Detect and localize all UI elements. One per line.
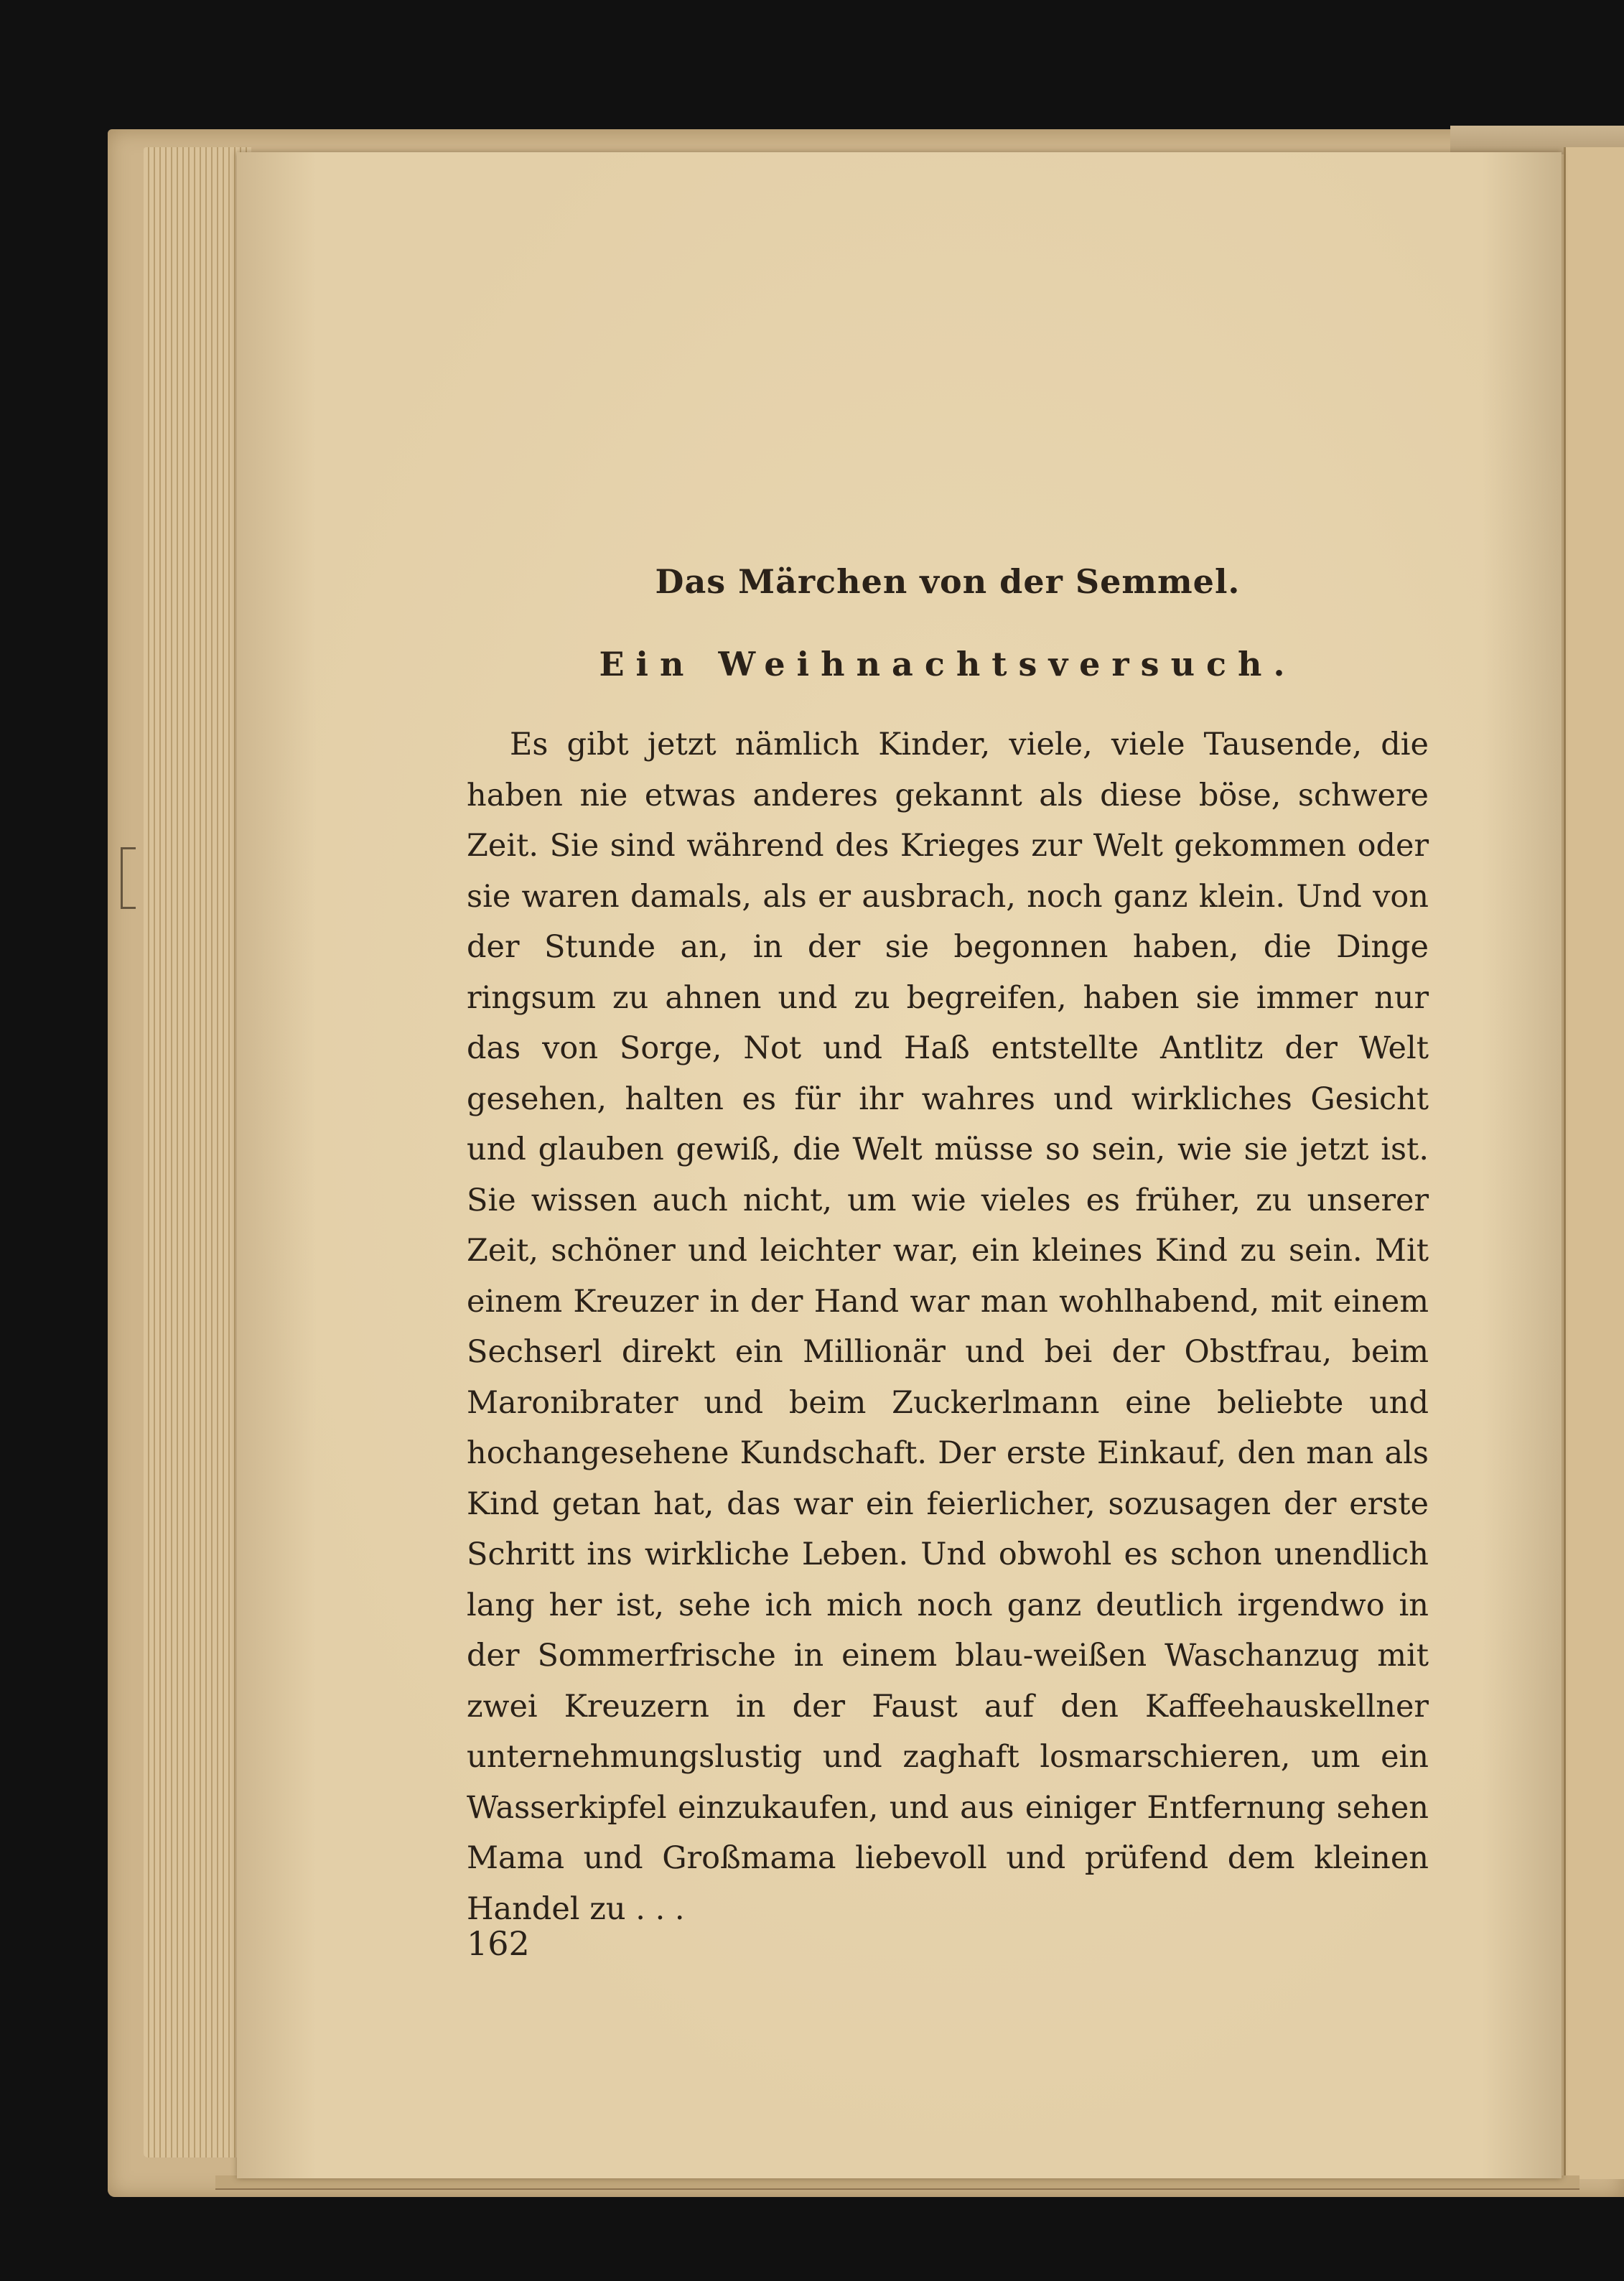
page-edges <box>144 147 251 2158</box>
page-content <box>467 553 1429 1934</box>
margin-mark <box>121 847 136 909</box>
page-number: 162 <box>467 1924 530 1963</box>
chapter-subtitle: Ein Weihnachtsversuch. <box>599 645 1297 684</box>
chapter-title: Das Märchen von der Semmel. <box>655 562 1241 601</box>
body-paragraph: Es gibt jetzt nämlich Kinder, viele, viele Tausende, die haben nie etwas anderes gekannt als diese böse, schwere Zeit. Sie sind während des Krieges zur Welt gekommen oder sie waren damals, als er ausbrach, noch ganz klein. Und von der Stunde an, in der sie begonnen haben, die Dinge ringsum zu ahnen und zu begreifen, haben sie immer nur das von Sorge, Not und Haß entstellte Antlitz der Welt gesehen, halten es für ihr wahres und wirkliches Gesicht und glauben gewiß, die Welt müsse so sein, wie sie jetzt ist. Sie wissen auch nicht, um wie vieles es früher, zu unserer Zeit, schöner und leichter war, ein kleines Kind zu sein. Mit einem Kreuzer in der Hand war man wohlhabend, mit einem Sechserl direkt ein Millionär und bei der Obstfrau, beim Maronibrater und beim Zuckerlmann eine beliebte und hochangesehene Kundschaft. Der erste Einkauf, den man als Kind getan hat, das war ein feierlicher, sozusagen der erste Schritt ins wirkliche Leben. Und obwohl es schon unendlich lang her ist, sehe ich mich noch ganz deutlich irgendwo in der Sommerfrische in einem blau-weißen Waschanzug mit zwei Kreuzern in der Faust auf den Kaffeehauskellner unternehmungslustig und zaghaft losmarschieren, um ein Wasserkipfel einzukaufen, und aus einiger Entfernung sehen Mama und Großmama liebevoll und prüfend dem kleinen Handel zu . . . <box>467 727 1429 1927</box>
adjacent-page-edge <box>1564 147 1624 2179</box>
